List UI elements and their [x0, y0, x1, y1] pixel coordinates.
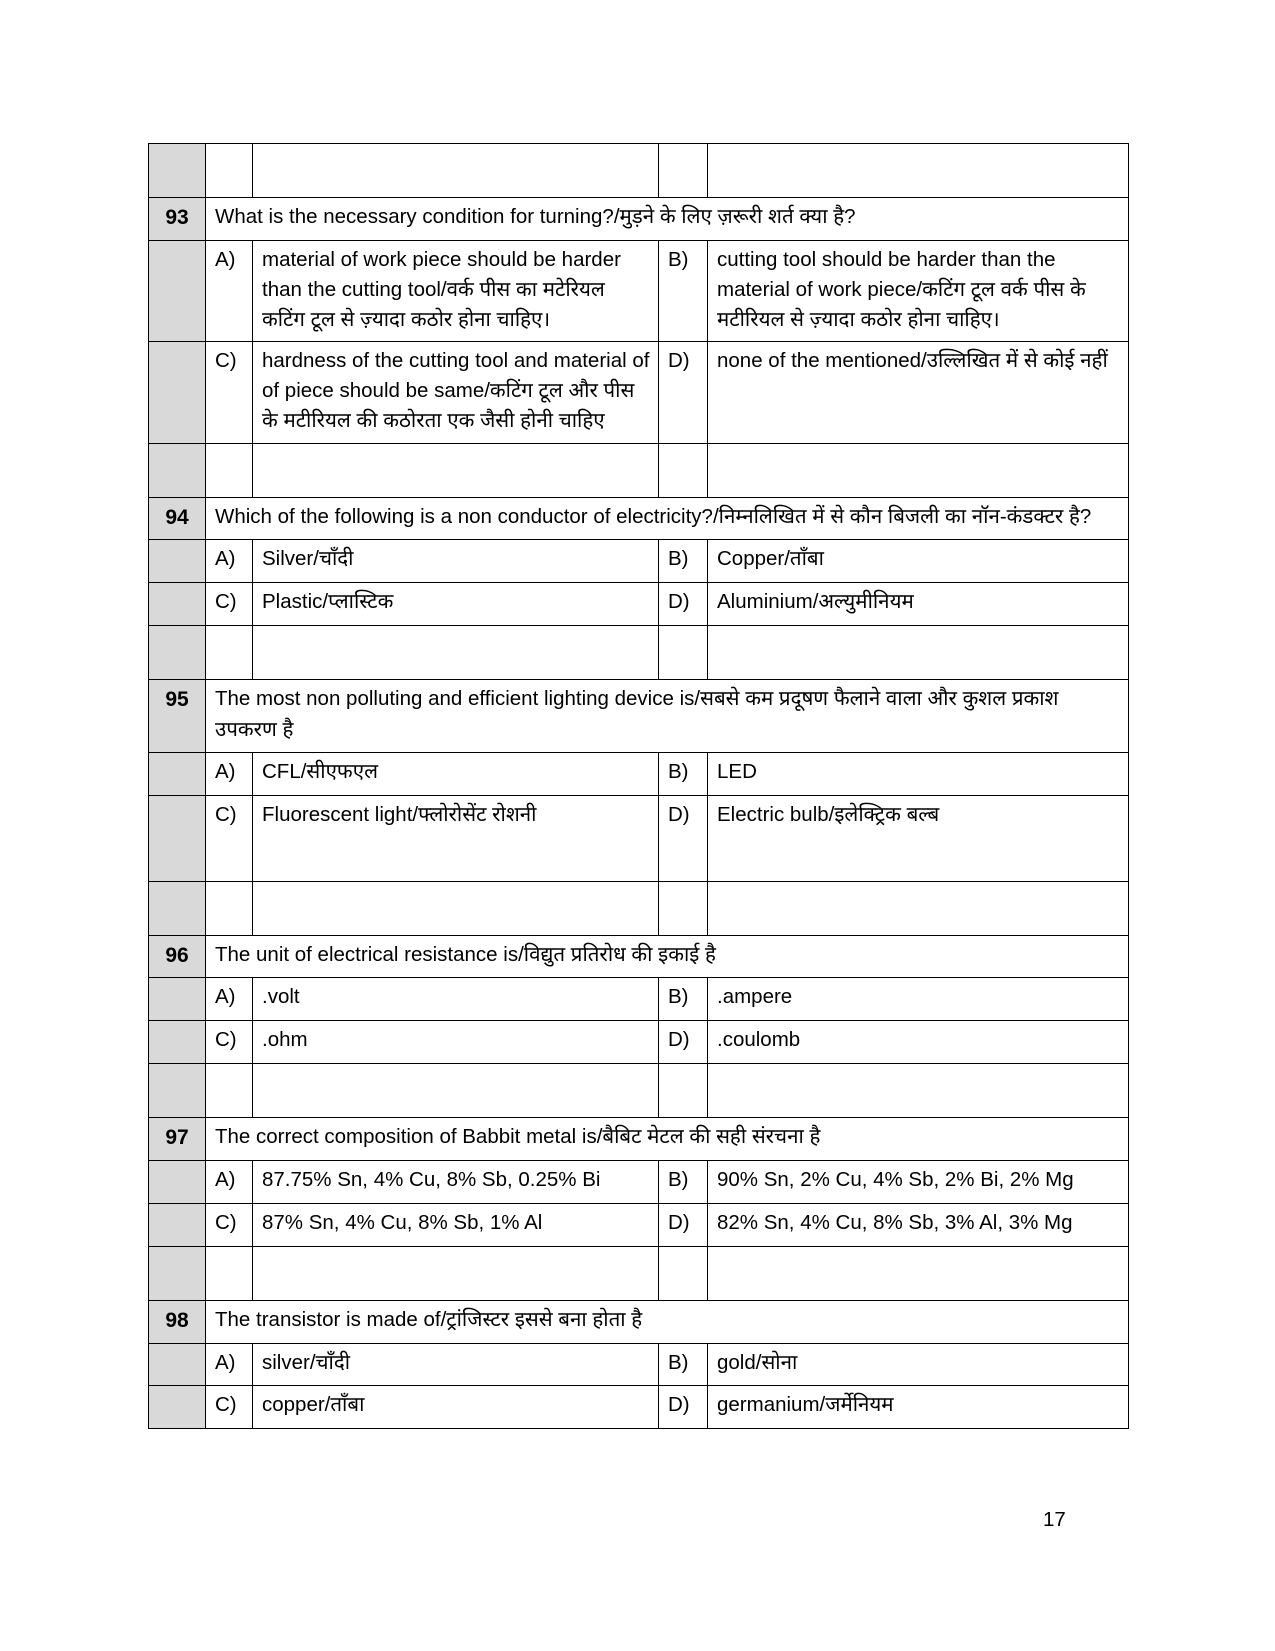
option-text-b[interactable]: gold/सोना: [708, 1343, 1129, 1386]
row-number-cell: [149, 795, 206, 881]
question-number: 93: [149, 198, 206, 241]
row-number-cell: [149, 1064, 206, 1118]
option-letter-c: C): [206, 1386, 253, 1429]
option-text-c[interactable]: 87% Sn, 4% Cu, 8% Sb, 1% Al: [253, 1203, 659, 1246]
row-number-cell: [149, 881, 206, 935]
option-row: [149, 1160, 1129, 1203]
spacer-cell-right-letter: [659, 881, 708, 935]
spacer-cell-left-body: [253, 626, 659, 680]
row-number-cell: [149, 240, 206, 341]
question-number: 96: [149, 935, 206, 978]
option-row: [149, 1021, 1129, 1064]
spacer-cell-left-body: [253, 1246, 659, 1300]
option-text-d[interactable]: germanium/जर्मेनियम: [708, 1386, 1129, 1429]
spacer-cell-right-letter: [659, 1064, 708, 1118]
option-row: [149, 978, 1129, 1021]
row-number-cell: [149, 144, 206, 198]
spacer-row: [149, 1064, 1129, 1118]
option-text-a[interactable]: 87.75% Sn, 4% Cu, 8% Sb, 0.25% Bi: [253, 1160, 659, 1203]
option-letter-b: B): [659, 540, 708, 583]
option-text-c[interactable]: Fluorescent light/फ्लोरोसेंट रोशनी: [253, 795, 659, 881]
option-text-d[interactable]: .coulomb: [708, 1021, 1129, 1064]
page-number: 17: [1043, 1508, 1066, 1531]
question-table-body: [149, 144, 1129, 1429]
row-number-cell: [149, 583, 206, 626]
spacer-cell-left-letter: [206, 881, 253, 935]
question-text: The most non polluting and efficient lighting device is/सबसे कम प्रदूषण फैलाने वाला और कुशल प्रकाश उपकरण है: [206, 680, 1129, 753]
option-text-a[interactable]: .volt: [253, 978, 659, 1021]
spacer-cell-left-letter: [206, 1064, 253, 1118]
row-number-cell: [149, 1203, 206, 1246]
question-row: [149, 198, 1129, 241]
option-letter-a: A): [206, 978, 253, 1021]
spacer-row: [149, 144, 1129, 198]
option-row: [149, 752, 1129, 795]
option-letter-a: A): [206, 1160, 253, 1203]
option-text-c[interactable]: hardness of the cutting tool and material of of piece should be same/कटिंग टूल और पीस के मटीरियल की कठोरता एक जैसी होनी चाहिए: [253, 342, 659, 443]
row-number-cell: [149, 978, 206, 1021]
option-letter-d: D): [659, 342, 708, 443]
option-letter-b: B): [659, 1160, 708, 1203]
spacer-row: [149, 1246, 1129, 1300]
row-number-cell: [149, 1343, 206, 1386]
option-text-b[interactable]: LED: [708, 752, 1129, 795]
question-number: 97: [149, 1118, 206, 1161]
option-row: [149, 1203, 1129, 1246]
spacer-cell-left-body: [253, 443, 659, 497]
spacer-cell-left-letter: [206, 626, 253, 680]
spacer-row: [149, 881, 1129, 935]
option-letter-b: B): [659, 1343, 708, 1386]
option-text-a[interactable]: CFL/सीएफएल: [253, 752, 659, 795]
spacer-cell-left-body: [253, 881, 659, 935]
option-letter-c: C): [206, 795, 253, 881]
question-text: The unit of electrical resistance is/विद्युत प्रतिरोध की इकाई है: [206, 935, 1129, 978]
option-text-d[interactable]: none of the mentioned/उल्लिखित में से कोई नहीं: [708, 342, 1129, 443]
row-number-cell: [149, 752, 206, 795]
option-text-a[interactable]: silver/चाँदी: [253, 1343, 659, 1386]
spacer-cell-left-letter: [206, 443, 253, 497]
spacer-cell-left-letter: [206, 144, 253, 198]
option-text-a[interactable]: Silver/चाँदी: [253, 540, 659, 583]
spacer-cell-right-letter: [659, 626, 708, 680]
option-letter-c: C): [206, 1203, 253, 1246]
option-letter-b: B): [659, 978, 708, 1021]
question-text: The transistor is made of/ट्रांजिस्टर इससे बना होता है: [206, 1300, 1129, 1343]
option-letter-a: A): [206, 1343, 253, 1386]
option-letter-a: A): [206, 240, 253, 341]
spacer-cell-right-body: [708, 443, 1129, 497]
question-row: [149, 935, 1129, 978]
option-letter-d: D): [659, 795, 708, 881]
spacer-cell-right-body: [708, 144, 1129, 198]
option-letter-d: D): [659, 1021, 708, 1064]
option-text-a[interactable]: material of work piece should be harder than the cutting tool/वर्क पीस का मटेरियल कटिंग टूल से ज़्यादा कठोर होना चाहिए।: [253, 240, 659, 341]
option-letter-a: A): [206, 540, 253, 583]
row-number-cell: [149, 1246, 206, 1300]
option-letter-b: B): [659, 240, 708, 341]
option-text-c[interactable]: copper/ताँबा: [253, 1386, 659, 1429]
question-number: 95: [149, 680, 206, 753]
row-number-cell: [149, 342, 206, 443]
question-row: [149, 1118, 1129, 1161]
option-text-b[interactable]: Copper/ताँबा: [708, 540, 1129, 583]
row-number-cell: [149, 1021, 206, 1064]
spacer-cell-left-body: [253, 144, 659, 198]
option-text-b[interactable]: .ampere: [708, 978, 1129, 1021]
question-row: [149, 1300, 1129, 1343]
spacer-cell-right-body: [708, 1064, 1129, 1118]
option-row: [149, 1386, 1129, 1429]
spacer-cell-right-body: [708, 881, 1129, 935]
spacer-cell-left-letter: [206, 1246, 253, 1300]
spacer-cell-right-letter: [659, 1246, 708, 1300]
spacer-cell-left-body: [253, 1064, 659, 1118]
row-number-cell: [149, 540, 206, 583]
row-number-cell: [149, 1386, 206, 1429]
spacer-cell-right-letter: [659, 144, 708, 198]
option-text-c[interactable]: .ohm: [253, 1021, 659, 1064]
option-row: [149, 240, 1129, 341]
spacer-cell-right-body: [708, 626, 1129, 680]
option-letter-d: D): [659, 1203, 708, 1246]
question-row: [149, 497, 1129, 540]
option-row: [149, 583, 1129, 626]
option-row: [149, 1343, 1129, 1386]
option-letter-d: D): [659, 583, 708, 626]
spacer-row: [149, 443, 1129, 497]
option-row: [149, 342, 1129, 443]
option-letter-b: B): [659, 752, 708, 795]
question-text: What is the necessary condition for turning?/मुड़ने के लिए ज़रूरी शर्त क्या है?: [206, 198, 1129, 241]
option-text-b[interactable]: 90% Sn, 2% Cu, 4% Sb, 2% Bi, 2% Mg: [708, 1160, 1129, 1203]
question-table: [148, 143, 1129, 1429]
row-number-cell: [149, 1160, 206, 1203]
row-number-cell: [149, 626, 206, 680]
question-text: Which of the following is a non conductor of electricity?/निम्नलिखित में से कौन बिजली का नॉन-कंडक्टर है?: [206, 497, 1129, 540]
option-row: [149, 540, 1129, 583]
option-letter-d: D): [659, 1386, 708, 1429]
question-number: 94: [149, 497, 206, 540]
spacer-row: [149, 626, 1129, 680]
option-text-c[interactable]: Plastic/प्लास्टिक: [253, 583, 659, 626]
question-text: The correct composition of Babbit metal is/बैबिट मेटल की सही संरचना है: [206, 1118, 1129, 1161]
option-row: [149, 795, 1129, 881]
option-letter-c: C): [206, 342, 253, 443]
option-letter-c: C): [206, 1021, 253, 1064]
option-text-d[interactable]: 82% Sn, 4% Cu, 8% Sb, 3% Al, 3% Mg: [708, 1203, 1129, 1246]
option-text-d[interactable]: Aluminium/अल्युमीनियम: [708, 583, 1129, 626]
row-number-cell: [149, 443, 206, 497]
spacer-cell-right-letter: [659, 443, 708, 497]
option-letter-a: A): [206, 752, 253, 795]
question-number: 98: [149, 1300, 206, 1343]
option-letter-c: C): [206, 583, 253, 626]
option-text-d[interactable]: Electric bulb/इलेक्ट्रिक बल्ब: [708, 795, 1129, 881]
spacer-cell-right-body: [708, 1246, 1129, 1300]
question-row: [149, 680, 1129, 753]
option-text-b[interactable]: cutting tool should be harder than the material of work piece/कटिंग टूल वर्क पीस के मटीरियल से ज़्यादा कठोर होना चाहिए।: [708, 240, 1129, 341]
